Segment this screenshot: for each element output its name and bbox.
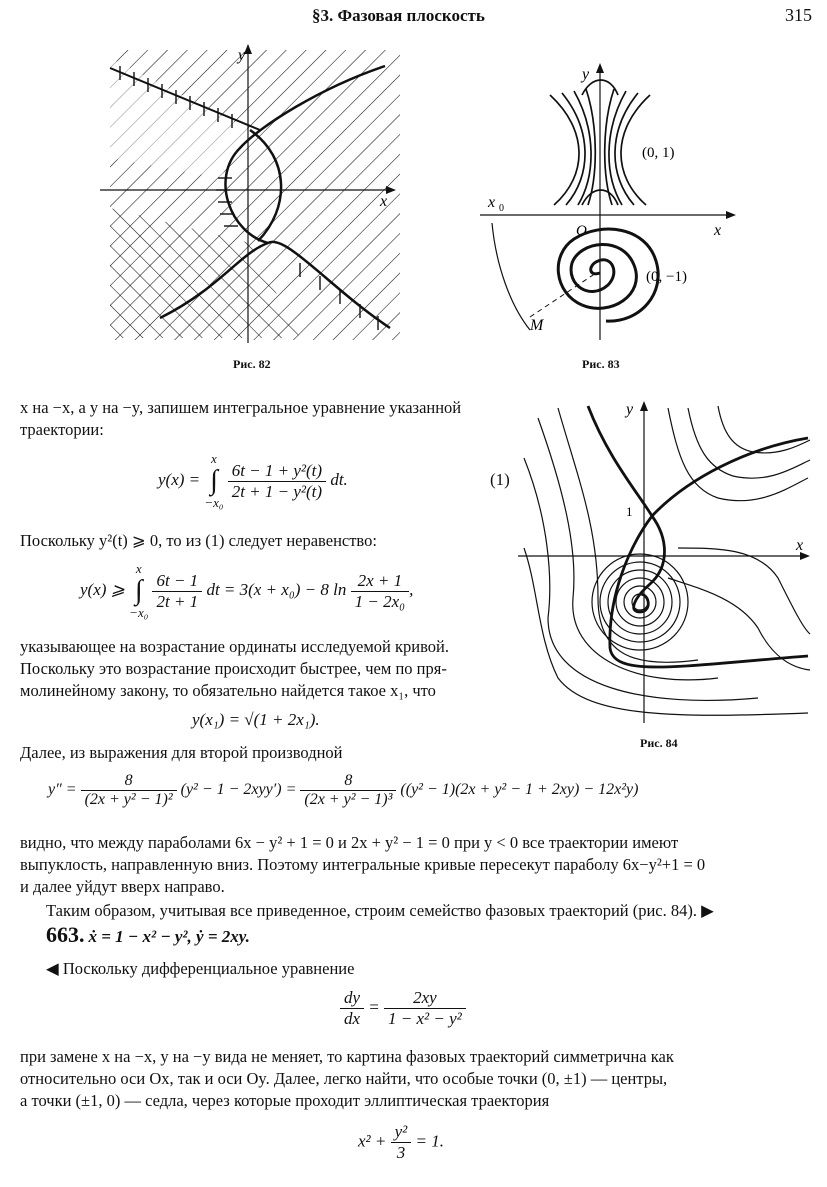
- paragraph-3a: указывающее на возрастание ординаты исследуемой кривой.: [20, 637, 449, 656]
- fig84-one-label: 1: [626, 504, 633, 519]
- fig83-x0-label: x: [488, 194, 496, 211]
- paragraph-5c: и далее уйдут вверх направо.: [20, 877, 225, 896]
- paragraph-8b: относительно оси Ox, так и оси Oy. Далее, легко найти, что особые точки (0, ±1) — центры,: [20, 1069, 668, 1088]
- figure-84: [518, 398, 818, 728]
- paragraph-3c: молинейному закону, то обязательно найдется такое x₁, что: [20, 681, 436, 700]
- fig83-caption: Рис. 83: [582, 357, 620, 371]
- equation-6: x² + $\frac{\text{y²}}{3}$ = 1.: [358, 1122, 445, 1162]
- fig83-y-label: y: [582, 66, 590, 83]
- paragraph-5a: видно, что между параболами 6x − y² + 1 = 0 и 2x + y² − 1 = 0 при y < 0 все траектории имеют: [20, 833, 679, 852]
- paragraph-6: Таким образом, учитывая все приведенное, строим семейство фазовых траекторий (рис. 84). ▶: [46, 901, 714, 920]
- fig83-m-label: M: [530, 317, 544, 334]
- figure-83: [470, 55, 745, 345]
- section-header: §3. Фазовая плоскость: [312, 6, 485, 25]
- paragraph-5b: выпуклость, направленную вниз. Поэтому интегральные кривые пересекут параболу 6x−y²+1 = 0: [20, 855, 706, 874]
- page-number: 315: [785, 5, 812, 25]
- paragraph-8c: а точки (±1, 0) — седла, через которые проходит эллиптическая траектория: [20, 1091, 550, 1110]
- fig82-x-label: x: [380, 193, 388, 210]
- equation-2: y(x) ⩾ x ∫ −x₀ $\frac{6t - 1}{2t + 1}$ dt = 3(x + x₀) − 8 ln $\frac{2x + 1}{\text{1 − 2x₀}}$ ,: [80, 561, 414, 620]
- equation-1-number: (1): [490, 470, 510, 489]
- paragraph-2: Поскольку y²(t) ⩾ 0, то из (1) следует неравенство:: [20, 531, 377, 550]
- fig84-x-label: x: [796, 537, 804, 554]
- fig82-y-label: y: [238, 47, 246, 64]
- paragraph-1: x на −x, а y на −y, запишем интегральное уравнение указанной траектории:: [20, 398, 462, 439]
- equation-4: y″ = $\frac{8}{\text{(2x + y² − 1)²}}$ (y² − 1 − 2xyy′) = $\frac{8}{\text{(2x + y² − 1)³}}$ ((y² − 1)(2x + y² − 1 + 2xy) − 12x²y): [48, 772, 639, 808]
- fig83-point-top: (0, 1): [642, 145, 675, 161]
- fig84-caption: Рис. 84: [640, 736, 678, 750]
- fig83-x0-sub: 0: [499, 203, 504, 214]
- fig83-origin-label: O: [576, 223, 587, 239]
- problem-number: 663.: [46, 922, 85, 947]
- fig82-caption: Рис. 82: [233, 357, 271, 371]
- problem-663: [46, 922, 250, 948]
- paragraph-3b: Поскольку это возрастание происходит быстрее, чем по пря-: [20, 659, 447, 678]
- fig83-x-label: x: [714, 222, 722, 239]
- problem-equation: ẋ = 1 − x² − y², ẏ = 2xy.: [88, 927, 250, 946]
- fig84-y-label: y: [626, 401, 634, 418]
- fig83-point-bottom: (0, −1): [646, 269, 687, 285]
- equation-1: y(x) = x ∫ −x₀ $\frac{\text{6t − 1 + y²(t)}}{\text{2t + 1 − y²(t)}}$ dt.: [158, 451, 348, 510]
- paragraph-7: ◀ Поскольку дифференциальное уравнение: [46, 959, 355, 978]
- equation-3: y(x₁) = √(1 + 2x₁).: [192, 710, 320, 729]
- paragraph-8a: при замене x на −x, y на −y вида не меняет, то картина фазовых траекторий симметрична как: [20, 1047, 674, 1066]
- paragraph-4: Далее, из выражения для второй производной: [20, 743, 343, 762]
- equation-5: $\frac{dy}{dx}$ = $\frac{2xy}{\text{1 − x² − y²}}$: [340, 988, 466, 1029]
- figure-82: [100, 38, 410, 350]
